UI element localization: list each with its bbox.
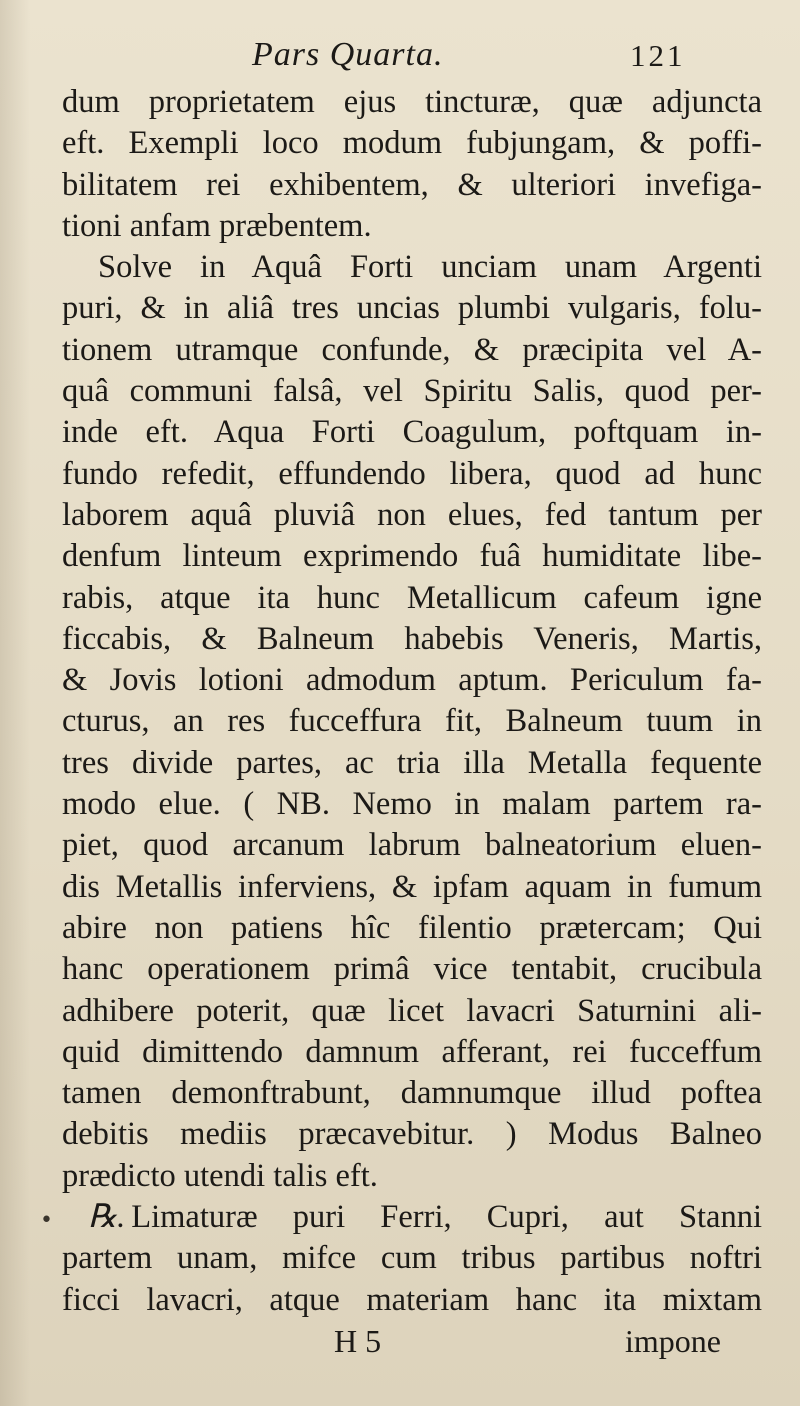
text-line: partem unam, mifce cum tribus partibus noftri [62, 1240, 762, 1277]
text-line: cturus, an res fucceffura fit, Balneum tuum in [62, 703, 762, 740]
text-line: quid dimittendo damnum afferant, rei fucceffum [62, 1033, 762, 1070]
text-line: inde eft. Aqua Forti Coagulum, poftquam in- [62, 414, 762, 451]
text-line: fundo refedit, effundendo libera, quod ad hunc [62, 455, 762, 492]
recipe-symbol: ℞. [88, 1199, 126, 1236]
text-line: tamen demonftrabunt, damnumque illud poftea [62, 1075, 762, 1112]
text-line: rabis, atque ita hunc Metallicum cafeum igne [62, 579, 762, 616]
text-line: Solve in Aquâ Forti unciam unam Argenti [98, 249, 762, 286]
text-line: tres divide partes, ac tria illa Metalla fequente [62, 744, 762, 781]
gutter-shadow [0, 0, 30, 1406]
text-line: denfum linteum exprimendo fuâ humiditate libe- [62, 538, 762, 575]
text-line: dum proprietatem ejus tincturæ, quæ adjuncta [62, 84, 762, 120]
text-line: ficcabis, & Balneum habebis Veneris, Martis, [62, 620, 762, 657]
page-footer [62, 1321, 762, 1362]
text-line: eft. Exempli loco modum fubjungam, & poffi- [62, 125, 762, 162]
text-line: tionem utramque confunde, & præcipita vel A- [62, 331, 762, 368]
text-line: bilitatem rei exhibentem, & ulteriori invefiga- [62, 166, 762, 203]
text-line: debitis mediis præcavebitur. ) Modus Balneo [62, 1116, 762, 1153]
recipe-text: Limaturæ puri Ferri, Cupri, aut Stanni [131, 1199, 762, 1236]
body-text [62, 82, 762, 1362]
running-head: Pars Quarta. [252, 36, 444, 73]
catchword: impone [625, 1322, 721, 1359]
margin-mark: • [40, 1208, 53, 1233]
text-line: prædicto utendi talis eft. [62, 1157, 378, 1194]
text-line: piet, quod arcanum labrum balneatorium eluen- [62, 827, 762, 864]
page-number: 121 [630, 38, 686, 73]
text-line: quâ communi falsâ, vel Spiritu Salis, quod per- [62, 373, 762, 410]
text-line: laborem aquâ pluviâ non elues, fed tantum per [62, 496, 762, 533]
text-line: hanc operationem primâ vice tentabit, crucibula [62, 951, 762, 988]
text-line: & Jovis lotioni admodum aptum. Periculum fa- [62, 662, 762, 699]
text-line: tioni anfam præbentem. [62, 207, 372, 244]
text-line: modo elue. ( NB. Nemo in malam partem ra- [62, 786, 762, 823]
page-header [0, 36, 800, 76]
text-line: ficci lavacri, atque materiam hanc ita mixtam [62, 1281, 762, 1318]
recipe-first-line [62, 1197, 762, 1238]
text-line: adhibere poterit, quæ licet lavacri Saturnini ali- [62, 992, 762, 1029]
text-line: puri, & in aliâ tres uncias plumbi vulgaris, folu- [62, 290, 762, 327]
text-line: dis Metallis inferviens, & ipfam aquam in fumum [62, 868, 762, 905]
signature-mark: H 5 [334, 1322, 382, 1359]
text-line: abire non patiens hîc filentio prætercam; Qui [62, 909, 762, 946]
